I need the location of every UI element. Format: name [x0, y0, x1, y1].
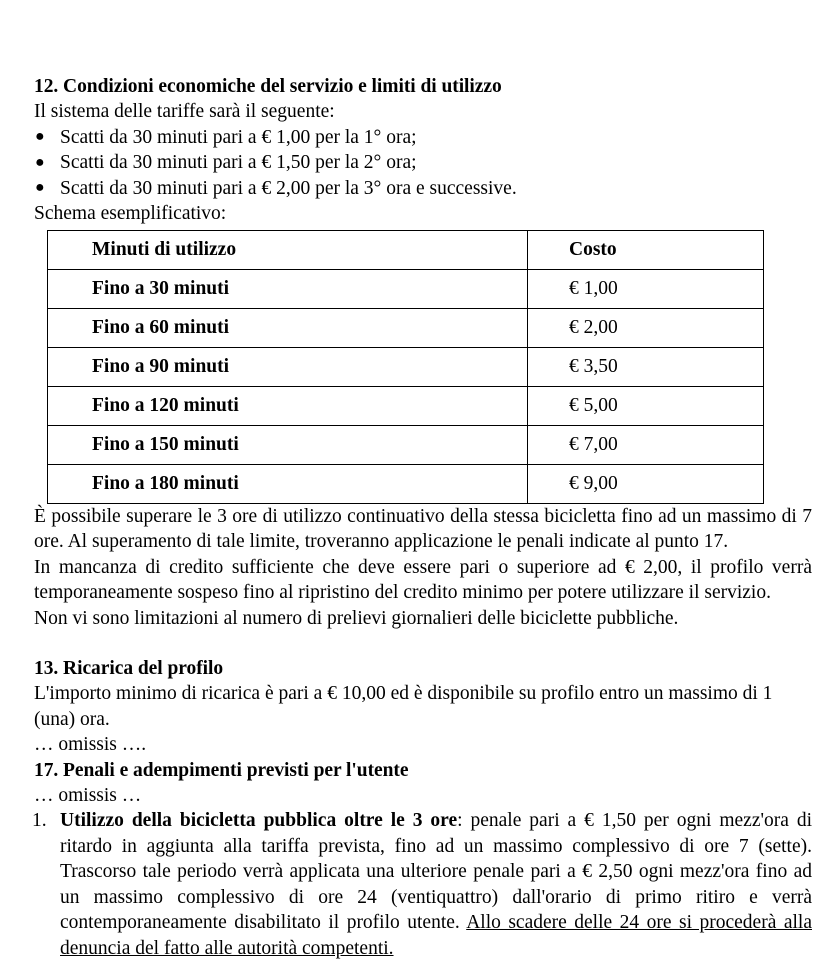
table-cell-minutes: Fino a 150 minuti [48, 425, 528, 464]
table-header-minutes: Minuti di utilizzo [48, 230, 528, 269]
table-cell-minutes: Fino a 120 minuti [48, 386, 528, 425]
table-row [48, 269, 764, 308]
document-content [34, 74, 812, 961]
table-cell-cost: € 9,00 [528, 464, 764, 503]
section-12-intro: Il sistema delle tariffe sarà il seguente: [34, 101, 335, 122]
list-item-underlined-tail: Allo scadere delle 24 ore si procederà alla denuncia del fatto alle autorità competenti. [60, 912, 812, 959]
list-item [34, 176, 812, 202]
bullet-icon: ● [35, 179, 45, 196]
table-cell-cost: € 7,00 [528, 425, 764, 464]
section-17-omissis: … omissis … [34, 784, 142, 806]
section-12-heading: 12. Condizioni economiche del servizio e limiti di utilizzo [34, 76, 502, 97]
section-12-paragraph-3: Non vi sono limitazioni al numero di prelievi giornalieri delle biciclette pubbliche. [34, 607, 679, 629]
list-item [34, 125, 812, 151]
table-row [48, 425, 764, 464]
table-caption: Schema esemplificativo: [34, 203, 227, 224]
bullet-icon: ● [35, 153, 45, 171]
table-cell-minutes: Fino a 60 minuti [48, 308, 528, 347]
table-header-row [48, 230, 764, 269]
section-12-paragraph-2: In mancanza di credito sufficiente che deve essere pari o superiore ad € 2,00, il profilo verrà temporaneamente sospeso fino al ripristino del credito minimo per potere utilizzare il servizio. [34, 556, 812, 603]
table-cell-cost: € 2,00 [528, 308, 764, 347]
tariff-bullet-list [34, 125, 812, 202]
tariff-table [47, 230, 764, 504]
table-cell-minutes: Fino a 180 minuti [48, 464, 528, 503]
list-item [34, 808, 812, 961]
table-cell-cost: € 3,50 [528, 347, 764, 386]
section-spacer [34, 631, 812, 656]
table-row [48, 386, 764, 425]
bullet-icon: ● [35, 128, 45, 145]
table-row [48, 464, 764, 503]
section-13-heading: 13. Ricarica del profilo [34, 658, 224, 679]
section-13-paragraph: L'importo minimo di ricarica è pari a € 10,00 ed è disponibile su profilo entro un massimo di 1 (una) ora. [34, 683, 773, 730]
list-item-number: 1. [32, 810, 47, 831]
table-cell-minutes: Fino a 90 minuti [48, 347, 528, 386]
table-cell-minutes: Fino a 30 minuti [48, 269, 528, 308]
section-17-heading: 17. Penali e adempimenti previsti per l'utente [34, 759, 409, 781]
list-item [34, 150, 812, 176]
list-item-body: : penale pari a € 1,50 per ogni mezz'ora di ritardo in aggiunta alla tariffa prevista, fino ad un massimo complessivo di ore 7 (sette). Trascorso tale periodo verrà applicata una ulteriore penale pari a € 2,50 ogni mezz'ora fino ad un massimo complessivo di ore 24 (ventiquattro) dall'orario di primo ritiro e verrà contemporaneamente disabilitato il profilo utente. [60, 810, 812, 933]
table-row [48, 308, 764, 347]
table-row [48, 347, 764, 386]
list-item-bold-lead: Utilizzo della bicicletta pubblica oltre le 3 ore [60, 810, 458, 831]
section-13-omissis: … omissis …. [34, 734, 147, 755]
list-item-label: Scatti da 30 minuti pari a € 1,50 per la 2° ora; [60, 152, 417, 173]
table-header-cost: Costo [528, 230, 764, 269]
list-item-label: Scatti da 30 minuti pari a € 1,00 per la 1° ora; [60, 126, 417, 148]
table-cell-cost: € 5,00 [528, 386, 764, 425]
section-12-paragraph-1: È possibile superare le 3 ore di utilizzo continuativo della stessa bicicletta fino ad un massimo di 7 ore. Al superamento di tale limite, troveranno applicazione le penali indicate al punto 17. [34, 505, 812, 552]
penalty-list [34, 808, 812, 961]
list-item-label: Scatti da 30 minuti pari a € 2,00 per la 3° ora e successive. [60, 177, 517, 199]
table-cell-cost: € 1,00 [528, 269, 764, 308]
